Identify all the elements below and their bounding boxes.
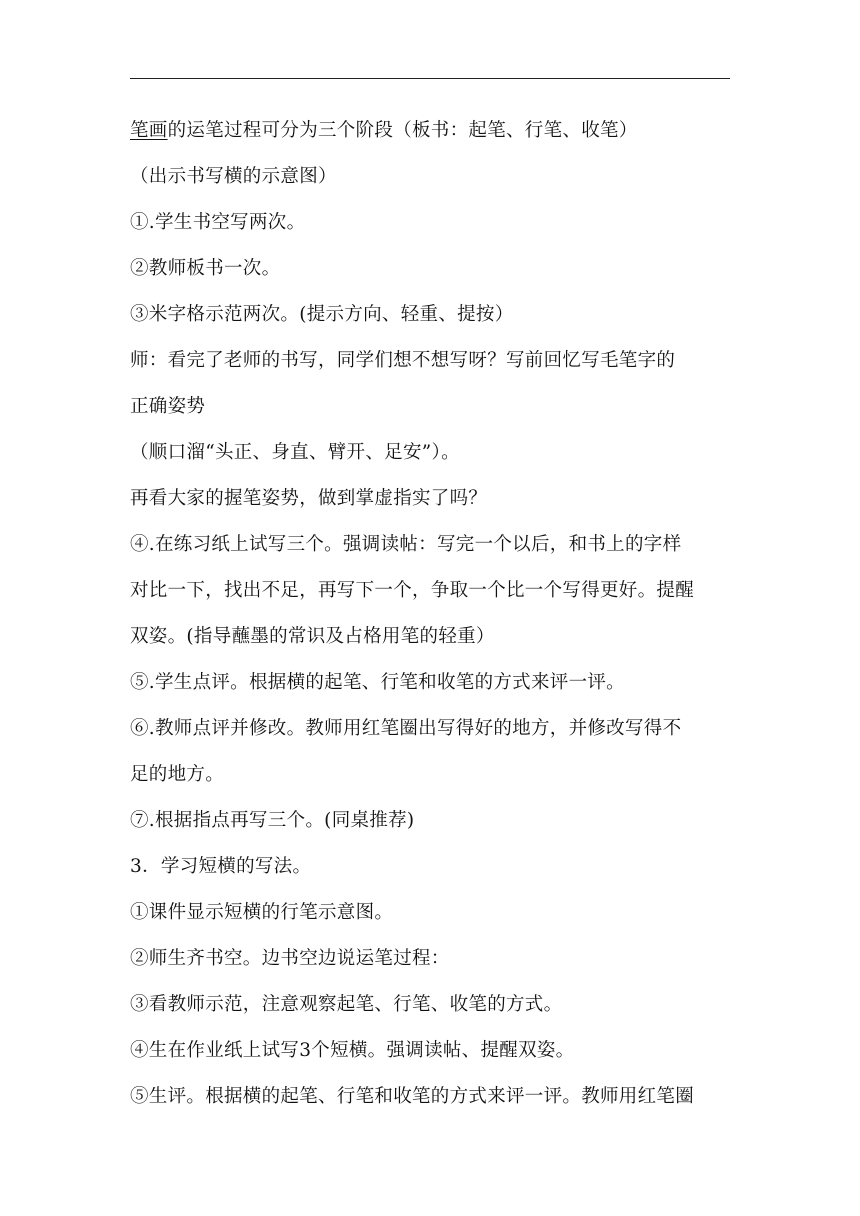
paragraph-line [130,108,730,154]
paragraph-line: ⑦.根据指点再写三个。(同桌推荐) [130,810,415,831]
paragraph-line: ⑥.教师点评并修改。教师用红笔圈出写得好的地方，并修改写得不 [130,718,682,739]
paragraph-line: 师：看完了老师的书写，同学们想不想写呀？写前回忆写毛笔字的 [130,350,676,371]
header-rule [130,78,730,79]
paragraph-line: ①.学生书空写两次。 [130,212,306,233]
paragraph-line: （出示书写横的示意图） [130,166,337,187]
paragraph-line: ③米字格示范两次。(提示方向、轻重、提按） [130,304,514,325]
line-text: 的运笔过程可分为三个阶段（板书：起笔、行笔、收笔） [167,120,638,141]
paragraph-line: ②师生齐书空。边书空边说运笔过程： [130,948,450,969]
paragraph-line: ④.在练习纸上试写三个。强调读帖：写完一个以后，和书上的字样 [130,534,682,555]
document-body [130,108,730,1120]
paragraph-line: 双姿。(指导蘸墨的常识及占格用笔的轻重） [130,626,495,647]
paragraph-line: ③看教师示范，注意观察起笔、行笔、收笔的方式。 [130,994,563,1015]
paragraph-line: 3．学习短横的写法。 [130,856,312,877]
paragraph-line: ⑤.学生点评。根据横的起笔、行笔和收笔的方式来评一评。 [130,672,625,693]
paragraph-line: 足的地方。 [130,764,225,785]
paragraph-line: ⑤生评。根据横的起笔、行笔和收笔的方式来评一评。教师用红笔圈 [130,1086,695,1107]
paragraph-line: ④生在作业纸上试写3个短横。强调读帖、提醒双姿。 [130,1040,575,1061]
underlined-term: 笔画 [130,120,168,141]
paragraph-line: ②教师板书一次。 [130,258,281,279]
paragraph-line: ①课件显示短横的行笔示意图。 [130,902,394,923]
paragraph-line: （顺口溜“头正、身直、臂开、足安”）。 [130,442,460,463]
paragraph-line: 对比一下，找出不足，再写下一个，争取一个比一个写得更好。提醒 [130,580,695,601]
paragraph-line: 再看大家的握笔姿势，做到掌虚指实了吗？ [130,488,488,509]
paragraph-line: 正确姿势 [130,396,206,417]
